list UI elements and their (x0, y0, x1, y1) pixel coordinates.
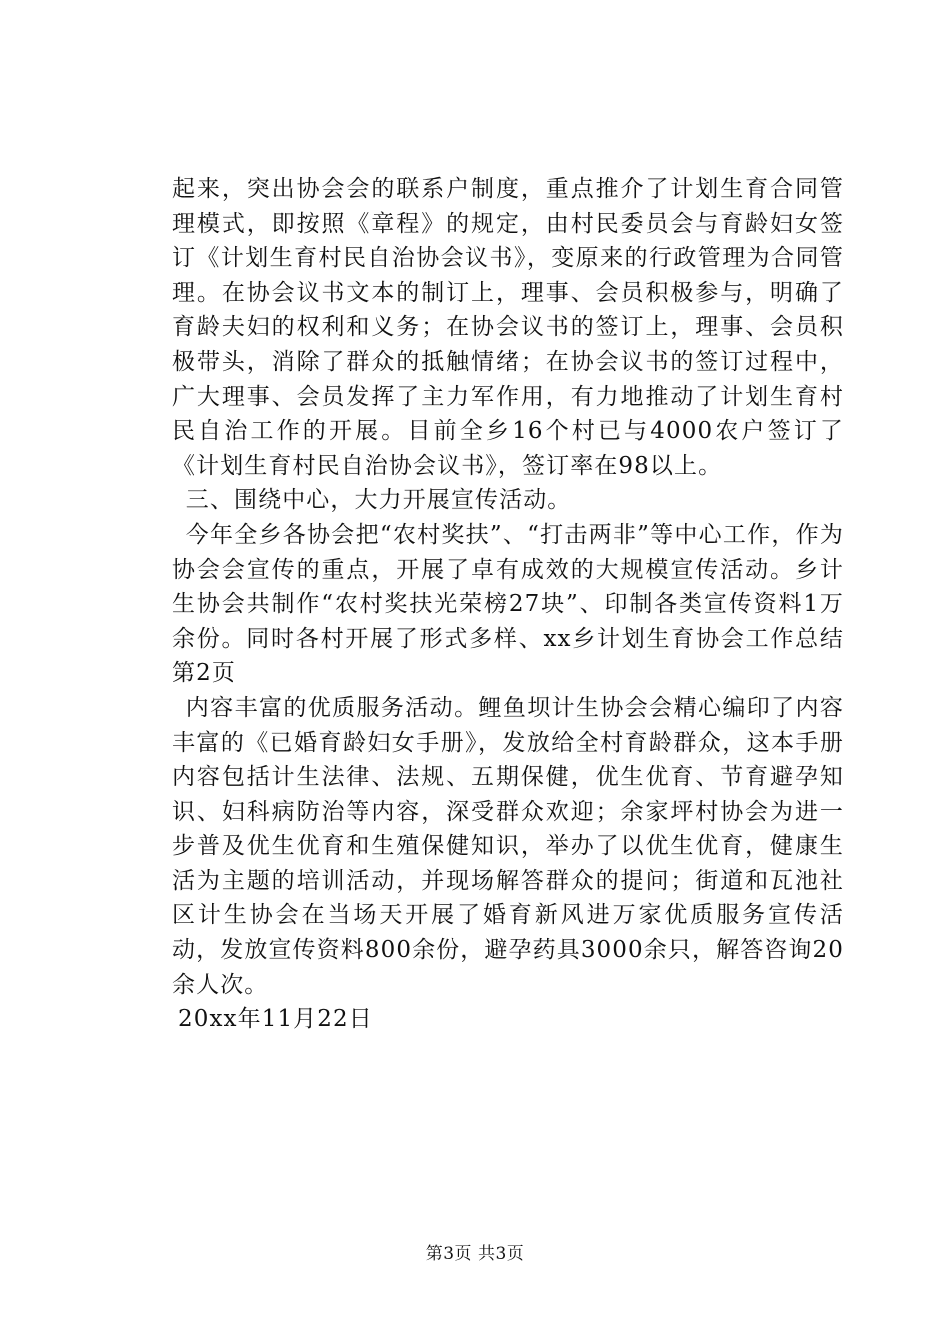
section-heading-3: 三、围绕中心，大力开展宣传活动。 (185, 487, 572, 514)
document-body (172, 172, 844, 1037)
paragraph-1: 起来，突出协会会的联系户制度，重点推介了计划生育合同管理模式，即按照《章程》的规定，由村民委员会与育龄妇女签订《计划生育村民自治协会议书》，变原来的行政管理为合同管理。在协会议书文本的制订上，理事、会员积极参与，明确了育龄夫妇的权利和义务；在协会议书的签订上，理事、会员积极带头，消除了群众的抵触情绪；在协会议书的签订过程中，广大理事、会员发挥了主力军作用，有力地推动了计划生育村民自治工作的开展。目前全乡16个村已与4000农户签订了《计划生育村民自治协会议书》，签订率在98以上。 (172, 176, 844, 479)
paragraph-3: 今年全乡各协会把“农村奖扶”、“打击两非”等中心工作，作为协会会宣传的重点，开展了卓有成效的大规模宣传活动。乡计生协会共制作“农村奖扶光荣榜27块”、印制各类宣传资料1万余份。同时各村开展了形式多样、xx乡计划生育协会工作总结第2页 (172, 521, 844, 687)
document-date: 20xx年11月22日 (178, 1006, 373, 1033)
paragraph-4: 内容丰富的优质服务活动。鲤鱼坝计生协会会精心编印了内容丰富的《已婚育龄妇女手册》，发放给全村育龄群众，这本手册内容包括计生法律、法规、五期保健，优生优育、节育避孕知识、妇科病防治等内容，深受群众欢迎；余家坪村协会为进一步普及优生优育和生殖保健知识，举办了以优生优育，健康生活为主题的培训活动，并现场解答群众的提问；街道和瓦池社区计生协会在当场天开展了婚育新风进万家优质服务宣传活动，发放宣传资料800余份，避孕药具3000余只，解答咨询20余人次。 (172, 694, 844, 998)
page-footer: 第3页 共3页 (425, 1244, 525, 1264)
